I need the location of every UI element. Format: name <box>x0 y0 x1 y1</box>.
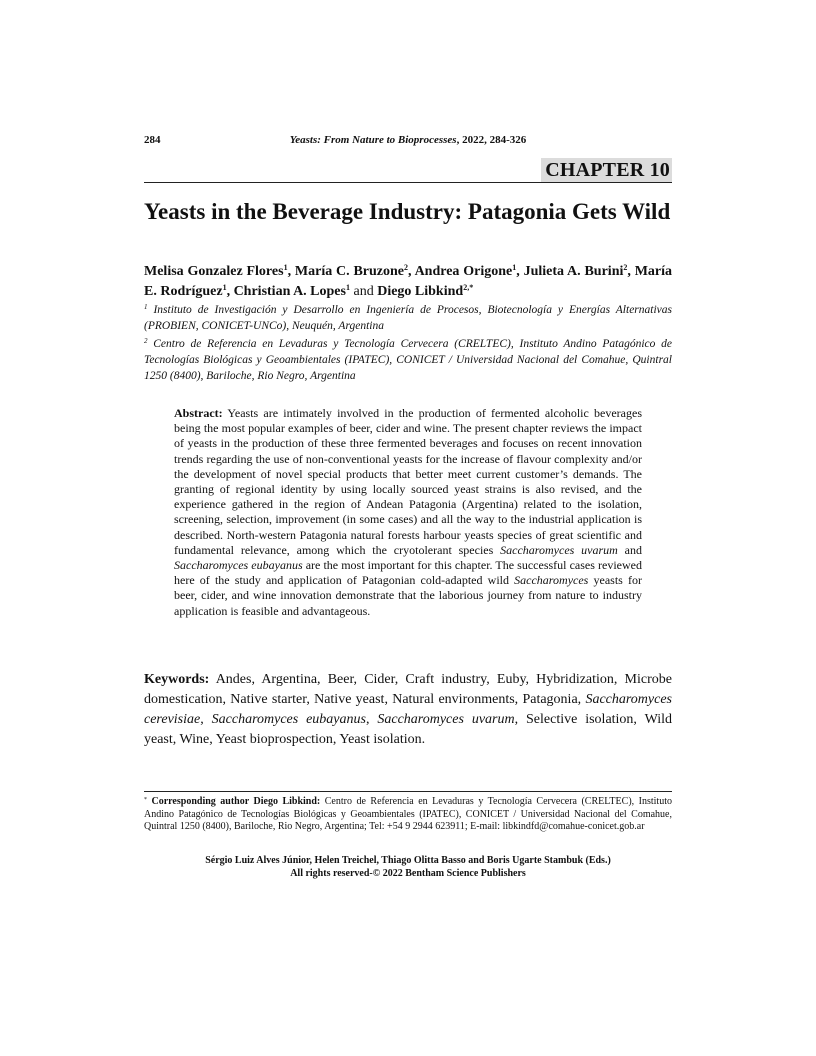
author-affiliation: 1 <box>512 263 517 272</box>
footnote-text: Centro de Referencia en Levaduras y Tecnología Cervecera (CRELTEC), Instituto Andino Patagónico de Tecnologías Biológicas y Geoambientales (IPATEC), CONICET / Universidad Nacional del Comahue, Quintral 1250 (8400), Bariloche, Rio Negro, Argentina; Tel: +54 9 2944 623911; E-mail: libkindfd@comahue-conicet.gob.ar <box>144 796 672 832</box>
species-name: Saccharomyces uvarum <box>377 712 515 727</box>
rights-line: All rights reserved-© 2022 Bentham Science Publishers <box>290 867 526 879</box>
author-affiliation: 2,* <box>463 283 474 292</box>
journal-citation <box>144 134 672 146</box>
chapter-rule <box>144 182 672 183</box>
keywords-label: Keywords: <box>144 672 210 687</box>
keywords: Keywords: Andes, Argentina, Beer, Cider, Craft industry, Euby, Hybridization, Microbe domestication, Native starter, Native yeast, Natural environments, Patagonia, Saccharomyces cerevisiae, Saccharomyces eubayanus, Saccharomyces uvarum, Selective isolation, Wild yeast, Wine, Yeast bioprospection, Yeast isolation. <box>144 672 673 747</box>
footnote-label: Corresponding author Diego Libkind: <box>147 796 321 807</box>
author: Christian A. Lopes <box>233 284 346 299</box>
species-name: Saccharomyces cerevisiae <box>144 692 672 727</box>
author: María C. Bruzone <box>294 264 405 279</box>
footnote-rule <box>144 791 672 792</box>
publisher-credits <box>144 855 672 880</box>
author: Julieta A. Burini <box>523 264 624 279</box>
author-affiliation: 1 <box>222 283 227 292</box>
footnote-mark: * <box>144 797 147 803</box>
abstract: Abstract: Yeasts are intimately involved in the production of fermented alcoholic beverages being the most popular examples of beer, cider and wine. The present chapter reviews the impact of yeasts in the production of these three fermented beverages and focuses on recent innovation trends regarding the use of non-conventional yeasts for the increase of flavour complexity and/or the development of novel special products that better meet current customer’s demands. The granting of regional identity by using locally sourced yeast strains is also revised, and the experience gathered in the region of Andean Patagonia (Argentina) related to the isolation, screening, selection, improvement (in some cases) and all the way to the industrial application is described. North-western Patagonia natural forests harbour yeasts species of great scientific and fundamental relevance, among which the cryotolerant species Saccharomyces uvarum and Saccharomyces eubayanus are the most important for this chapter. The successful cases reviewed here of the study and application of Patagonian cold-adapted wild Saccharomyces yeasts for beer, cider, and wine innovation demonstrate that the laborious journey from nature to industry application is feasible and advantageous. <box>174 406 642 618</box>
chapter-title: Yeasts in the Beverage Industry: Patagonia Gets Wild <box>144 199 671 224</box>
genus-name: Saccharomyces <box>514 573 589 588</box>
affiliation-number: 1 <box>144 303 148 311</box>
species-name: Saccharomyces uvarum <box>500 542 618 557</box>
author-affiliation: 2 <box>404 263 409 272</box>
author: María E. Rodríguez <box>144 264 673 299</box>
editors-line: Sérgio Luiz Alves Júnior, Helen Treichel, Thiago Olitta Basso and Boris Ugarte Stambuk (Eds.) <box>205 855 611 866</box>
corresponding-author-footnote <box>144 796 672 834</box>
chapter-label: CHAPTER 10 <box>541 158 672 182</box>
abstract-label: Abstract: <box>174 406 223 420</box>
affiliation-number: 2 <box>144 337 148 345</box>
affiliation <box>144 336 672 384</box>
affiliation <box>144 302 672 334</box>
affiliation-text: Centro de Referencia en Levaduras y Tecnología Cervecera (CRELTEC), Instituto Andino Patagónico de Tecnologías Biológicas y Geoambientales (IPATEC), CONICET / Universidad Nacional del Comahue, Quintral 1250 (8400), Bariloche, Rio Negro, Argentina <box>144 338 673 382</box>
species-name: Saccharomyces eubayanus <box>211 712 366 727</box>
author-list: Melisa Gonzalez Flores$^1$, María C. Bruzone$^2$, Andrea Origone$^1$, Julieta A. Burini$^2$, María E. Rodríguez$^1$, Christian A. Lopes$^1$ and Diego Libkind$^{2,*}$ <box>144 263 673 299</box>
author-affiliation: 1 <box>283 263 288 272</box>
affiliation-text: Instituto de Investigación y Desarrollo en Ingeniería de Procesos, Biotecnología y Energías Alternativas (PROBIEN, CONICET-UNCo), Neuquén, Argentina <box>144 304 672 332</box>
author-affiliation: 1 <box>345 283 350 292</box>
citation-details: , 2022, 284-326 <box>456 134 527 146</box>
book-title: Yeasts: From Nature to Bioprocesses <box>289 134 457 146</box>
author: Melisa Gonzalez Flores <box>144 264 284 279</box>
author: Andrea Origone <box>414 264 513 279</box>
author-affiliation: 2 <box>623 263 628 272</box>
authors-and: and <box>353 284 374 299</box>
author: Diego Libkind <box>377 284 464 299</box>
species-name: Saccharomyces eubayanus <box>174 558 303 573</box>
page-number: 284 <box>144 134 161 146</box>
